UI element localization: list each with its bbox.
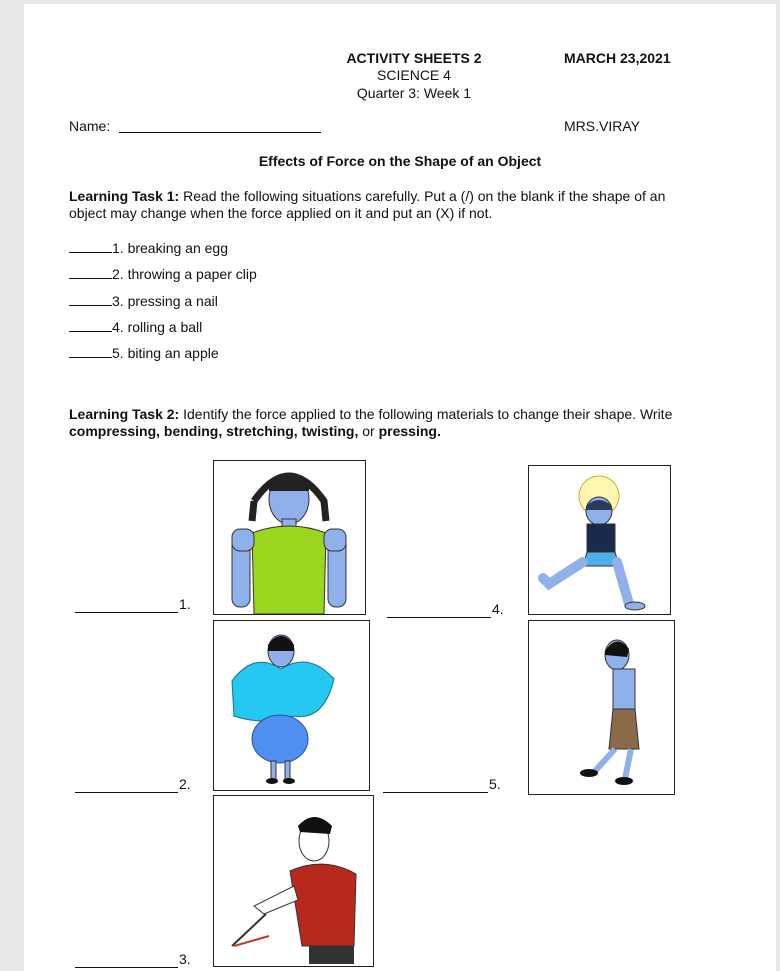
subject-label: SCIENCE 4 <box>377 67 451 83</box>
task1-item <box>69 293 218 310</box>
task2-answer-line-3[interactable] <box>75 967 178 968</box>
teacher-name: MRS.VIRAY <box>564 118 640 134</box>
task2-label: Learning Task 2: <box>69 406 180 422</box>
name-field[interactable] <box>119 132 321 133</box>
task1-item <box>69 266 257 283</box>
task2-number-4: 4. <box>492 601 504 617</box>
lesson-title: Effects of Force on the Shape of an Object <box>258 153 542 169</box>
task1-text-line1: Read the following situations carefully. Put a (/) on the blank if the shape of an <box>183 188 666 204</box>
task2-number-5: 5. <box>489 776 501 792</box>
task2-or: or <box>362 423 375 439</box>
task2-instruction <box>69 406 769 440</box>
answer-blank[interactable] <box>69 319 112 332</box>
task1-item <box>69 319 202 336</box>
task2-answer-line-4[interactable] <box>387 617 491 618</box>
answer-blank[interactable] <box>69 293 112 306</box>
name-label: Name: <box>69 118 111 134</box>
task2-number-3: 3. <box>179 951 191 967</box>
task2-text-line1: Identify the force applied to the following materials to change their shape. Write <box>183 406 673 422</box>
sheet-title: ACTIVITY SHEETS 2 <box>346 50 482 66</box>
task2-last-option: pressing. <box>378 423 441 439</box>
task2-answer-line-5[interactable] <box>383 792 488 793</box>
task1-item <box>69 240 228 257</box>
boy-pressing-illustration <box>214 796 373 966</box>
activity-sheet-page <box>24 4 776 971</box>
task2-options: compressing, bending, stretching, twisting, <box>69 423 359 439</box>
picture-3-pressing-stick <box>213 795 374 967</box>
task1-label: Learning Task 1: <box>69 188 180 204</box>
picture-5-stretching <box>528 620 675 795</box>
item-text: 4. rolling a ball <box>112 319 203 335</box>
walking-girl-illustration <box>529 621 674 794</box>
answer-blank[interactable] <box>69 240 112 253</box>
picture-1-bending-rod <box>213 460 366 615</box>
answer-blank[interactable] <box>69 345 112 358</box>
task1-instruction <box>69 188 759 222</box>
answer-blank[interactable] <box>69 266 112 279</box>
item-text: 1. breaking an egg <box>112 240 228 256</box>
item-text: 5. biting an apple <box>112 345 219 361</box>
date-label: MARCH 23,2021 <box>564 50 671 66</box>
task1-item <box>69 345 219 362</box>
boy-bending-rod-illustration <box>214 461 365 614</box>
task2-number-2: 2. <box>179 776 191 792</box>
sitting-child-illustration <box>529 466 670 614</box>
task2-number-1: 1. <box>179 596 191 612</box>
task1-text-line2: object may change when the force applied on it and put an (X) if not. <box>69 205 493 221</box>
task2-answer-line-1[interactable] <box>75 612 178 613</box>
item-text: 2. throwing a paper clip <box>112 266 257 282</box>
picture-4-compressing <box>528 465 671 615</box>
girl-twisting-cloth-illustration <box>214 621 369 790</box>
quarter-label: Quarter 3: Week 1 <box>356 85 472 101</box>
picture-2-twisting-cloth <box>213 620 370 791</box>
task2-answer-line-2[interactable] <box>75 792 178 793</box>
item-text: 3. pressing a nail <box>112 293 218 309</box>
